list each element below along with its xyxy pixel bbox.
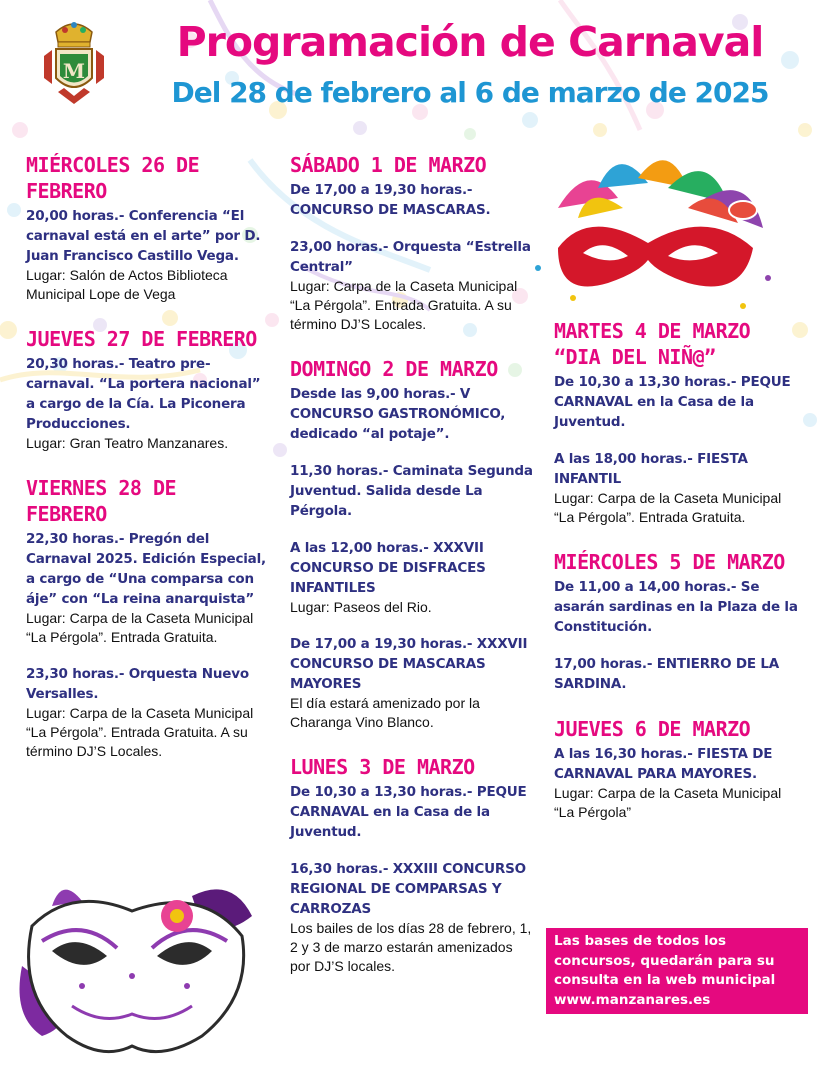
day-block — [554, 716, 804, 822]
event-item — [290, 237, 535, 334]
event-title: 17,00 horas.- ENTIERRO DE LA SARDINA. — [554, 656, 780, 692]
event-title: De 17,00 a 19,30 horas.- CONCURSO DE MASCARAS. — [290, 182, 491, 218]
event-title: 16,30 horas.- XXXIII CONCURSO REGIONAL DE COMPARSAS Y CARROZAS — [290, 861, 526, 917]
event-item — [554, 372, 804, 432]
day-title: SÁBADO 1 DE MARZO — [290, 153, 487, 177]
event-title: 23,00 horas.- Orquesta “Estrella Central” — [290, 239, 531, 275]
day-title: MARTES 4 DE MARZO “DIA DEL NIÑ@” — [554, 319, 751, 369]
day-title: VIERNES 28 DE FEBRERO — [26, 476, 177, 526]
event-item — [26, 529, 266, 647]
event-item — [290, 782, 535, 842]
carnival-mask-icon — [528, 148, 778, 320]
day-block — [290, 152, 535, 334]
event-item — [290, 859, 535, 976]
program-column-1 — [26, 152, 266, 783]
event-detail: Lugar: Carpa de la Caseta Municipal “La Pérgola”. Entrada Gratuita. — [26, 610, 254, 645]
day-title: DOMINGO 2 DE MARZO — [290, 357, 498, 381]
event-title: 20,30 horas.- Teatro pre-carnaval. “La portera nacional” a cargo de la Cía. La Piconera Producciones. — [26, 356, 261, 432]
event-detail: Lugar: Carpa de la Caseta Municipal “La Pérgola”. Entrada Gratuita. A su término DJ’S Locales. — [290, 278, 518, 332]
day-block — [290, 754, 535, 976]
event-item — [290, 538, 535, 617]
notice-text: Las bases de todos los concursos, quedarán para su consulta en la web municipal — [554, 933, 776, 988]
event-item — [26, 206, 266, 304]
day-title: JUEVES 6 DE MARZO — [554, 717, 751, 741]
event-title: 22,30 horas.- Pregón del Carnaval 2025. Edición Especial, a cargo de “Una comparsa con áje” con “La reina anarquista” — [26, 531, 266, 607]
event-item — [26, 664, 266, 761]
event-item — [554, 449, 804, 527]
day-title: MIÉRCOLES 5 DE MARZO — [554, 550, 785, 574]
event-title: 11,30 horas.- Caminata Segunda Juventud. Salida desde La Pérgola. — [290, 463, 533, 519]
event-detail: Lugar: Salón de Actos Biblioteca Municipal Lope de Vega — [26, 267, 228, 302]
day-block — [26, 152, 266, 304]
event-detail: Lugar: Paseos del Rio. — [290, 599, 432, 615]
event-title: De 11,00 a 14,00 horas.- Se asarán sardinas en la Plaza de la Constitución. — [554, 579, 798, 635]
day-block — [554, 549, 804, 694]
event-detail: Lugar: Carpa de la Caseta Municipal “La Pérgola”. Entrada Gratuita. — [554, 490, 782, 525]
contest-rules-notice — [546, 928, 808, 1014]
event-detail: Los bailes de los días 28 de febrero, 1, 2 y 3 de marzo estarán amenizados por DJ’S locales. — [290, 920, 532, 974]
day-block — [554, 318, 804, 527]
program-column-2 — [290, 152, 535, 998]
event-title: 23,30 horas.- Orquesta Nuevo Versalles. — [26, 666, 249, 702]
event-item — [554, 577, 804, 637]
event-item — [26, 354, 266, 453]
carnival-mask-icon — [12, 876, 262, 1066]
event-item — [290, 384, 535, 444]
event-detail: El día estará amenizado por la Charanga Vino Blanco. — [290, 695, 480, 730]
day-title: JUEVES 27 DE FEBRERO — [26, 327, 257, 351]
event-title: Desde las 9,00 horas.- V CONCURSO GASTRONÓMICO, dedicado “al potaje”. — [290, 386, 506, 442]
event-item — [290, 634, 535, 732]
event-detail: Lugar: Gran Teatro Manzanares. — [26, 435, 229, 451]
event-item — [290, 461, 535, 521]
program-column-3 — [554, 318, 804, 844]
coat-of-arms-icon — [38, 12, 110, 108]
day-block — [290, 356, 535, 732]
day-block — [26, 475, 266, 761]
event-title: De 10,30 a 13,30 horas.- PEQUE CARNAVAL en la Casa de la Juventud. — [554, 374, 791, 430]
event-detail: Lugar: Carpa de la Caseta Municipal “La Pérgola”. Entrada Gratuita. A su término DJ’S Locales. — [26, 705, 254, 759]
day-title: MIÉRCOLES 26 DE FEBRERO — [26, 153, 200, 203]
page-subtitle: Del 28 de febrero al 6 de marzo de 2025 — [171, 76, 769, 109]
event-title: De 17,00 a 19,30 horas.- XXXVII CONCURSO DE MASCARAS MAYORES — [290, 636, 528, 692]
day-block — [26, 326, 266, 453]
event-title: A las 18,00 horas.- FIESTA INFANTIL — [554, 451, 748, 487]
event-item — [554, 744, 804, 822]
event-title: De 10,30 a 13,30 horas.- PEQUE CARNAVAL en la Casa de la Juventud. — [290, 784, 527, 840]
event-title: A las 12,00 horas.- XXXVII CONCURSO DE DISFRACES INFANTILES — [290, 540, 486, 596]
event-detail: Lugar: Carpa de la Caseta Municipal “La Pérgola” — [554, 785, 782, 820]
svg-text:M: M — [62, 59, 86, 83]
day-title: LUNES 3 DE MARZO — [290, 755, 475, 779]
event-title: 20,00 horas.- Conferencia “El carnaval está en el arte” por D. Juan Francisco Castillo Vega. — [26, 208, 261, 264]
website-link[interactable]: www.manzanares.es — [554, 991, 711, 1008]
event-item — [554, 654, 804, 694]
event-item — [290, 180, 535, 220]
event-title: A las 16,30 horas.- FIESTA DE CARNAVAL PARA MAYORES. — [554, 746, 773, 782]
page-title: Programación de Carnaval — [176, 18, 764, 66]
